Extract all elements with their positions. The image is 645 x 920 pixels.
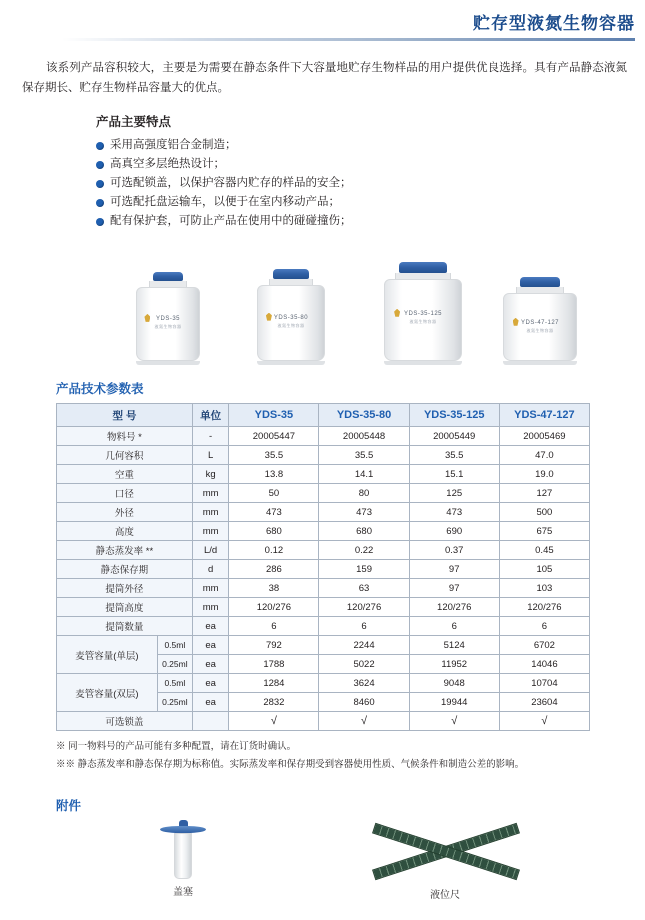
row-name: 外径: [57, 503, 193, 522]
row-unit: ea: [192, 617, 228, 636]
row-name: 提筒外径: [57, 579, 193, 598]
cell-value: 6: [499, 617, 589, 636]
table-row: [57, 560, 590, 579]
cell-value: 0.45: [499, 541, 589, 560]
feature-item: [96, 174, 645, 193]
feature-item: [96, 212, 645, 231]
row-unit: kg: [192, 465, 228, 484]
cell-value: 19.0: [499, 465, 589, 484]
header-yds-35-80: YDS-35-80: [319, 404, 409, 427]
row-unit: mm: [192, 522, 228, 541]
cell-value: 11952: [409, 655, 499, 674]
features-title: 产品主要特点: [96, 115, 172, 129]
cell-value: 20005469: [499, 427, 589, 446]
ruler-icon: [370, 820, 520, 882]
row-subunit: 0.25ml: [157, 655, 192, 674]
cell-value: 500: [499, 503, 589, 522]
cell-value: 120/276: [229, 598, 319, 617]
table-row: [57, 636, 590, 655]
cell-value: 159: [319, 560, 409, 579]
tank-label: YDS-35 液氮生物容器: [154, 316, 182, 330]
note-line: ※※ 静态蒸发率和静态保存期为标称值。实际蒸发率和保存期受到容器使用性质、气候条件和制造公差的影响。: [56, 759, 525, 770]
cell-value: 97: [409, 579, 499, 598]
tank-base: [136, 361, 200, 365]
product-image-yds-35-80: [248, 269, 334, 365]
cell-value: 473: [229, 503, 319, 522]
feature-label: 高真空多层绝热设计；: [110, 158, 225, 170]
header-divider: [62, 38, 635, 41]
row-name: 空重: [57, 465, 193, 484]
plug-icon: [160, 820, 206, 879]
row-name: 静态蒸发率 **: [57, 541, 193, 560]
cell-value: 35.5: [229, 446, 319, 465]
table-row: [57, 427, 590, 446]
cell-value: 0.37: [409, 541, 499, 560]
lid-icon: [399, 262, 447, 273]
cell-value: 14.1: [319, 465, 409, 484]
bullet-icon: [96, 199, 104, 207]
row-unit: -: [192, 427, 228, 446]
cell-value: √: [499, 712, 589, 731]
table-row: [57, 503, 590, 522]
cell-value: 6: [319, 617, 409, 636]
feature-item: [96, 193, 645, 212]
intro-paragraph: 该系列产品容积较大，主要是为需要在静态条件下大容量地贮存生物样品的用户提供优良选择。具有产品静态液氮保存期长、贮存生物样品容量大的优点。: [22, 62, 627, 94]
cell-value: 2832: [229, 693, 319, 712]
accessories-title: 附件: [56, 799, 82, 813]
row-unit: [192, 712, 228, 731]
spec-table: [56, 403, 590, 731]
row-name: 口径: [57, 484, 193, 503]
bullet-icon: [96, 180, 104, 188]
row-unit: ea: [192, 636, 228, 655]
feature-label: 采用高强度铝合金制造；: [110, 139, 237, 151]
tank-label: YDS-35-125 液氮生物容器: [403, 311, 443, 325]
header-yds-47-127: YDS-47-127: [499, 404, 589, 427]
row-unit: ea: [192, 674, 228, 693]
tank-body: [384, 279, 462, 361]
table-row: [57, 674, 590, 693]
cell-value: 5022: [319, 655, 409, 674]
row-name: 几何容积: [57, 446, 193, 465]
row-name-double-layer: 麦管容量(双层): [57, 674, 158, 712]
cell-value: √: [229, 712, 319, 731]
cell-value: 120/276: [409, 598, 499, 617]
cell-value: 19944: [409, 693, 499, 712]
cell-value: 0.22: [319, 541, 409, 560]
feature-label: 可选配锁盖，以保护容器内贮存的样品的安全；: [110, 177, 352, 189]
cell-value: 13.8: [229, 465, 319, 484]
tank-label: YDS-35-80 液氮生物容器: [273, 315, 309, 329]
cell-value: 47.0: [499, 446, 589, 465]
cell-value: 473: [319, 503, 409, 522]
accessory-plug: [160, 820, 206, 898]
product-image-yds-35-125: [375, 262, 471, 365]
accessory-caption: 液位尺: [430, 890, 460, 901]
tank-body: [136, 287, 200, 361]
tank-body: [503, 293, 577, 361]
cell-value: 63: [319, 579, 409, 598]
row-unit: ea: [192, 693, 228, 712]
page-header: [0, 0, 645, 52]
row-unit: mm: [192, 484, 228, 503]
cell-value: 23604: [499, 693, 589, 712]
cell-value: 120/276: [499, 598, 589, 617]
row-unit: L: [192, 446, 228, 465]
product-image-yds-35: [128, 272, 208, 365]
cell-value: 8460: [319, 693, 409, 712]
cell-value: 127: [499, 484, 589, 503]
cell-value: 10704: [499, 674, 589, 693]
cell-value: 105: [499, 560, 589, 579]
cell-value: 1788: [229, 655, 319, 674]
tank-label: YDS-47-127 液氮生物容器: [520, 320, 560, 334]
table-row: [57, 446, 590, 465]
features-section: [96, 112, 645, 231]
header-yds-35: YDS-35: [229, 404, 319, 427]
cell-value: 97: [409, 560, 499, 579]
row-name-single-layer: 麦管容量(单层): [57, 636, 158, 674]
feature-item: [96, 136, 645, 155]
row-unit: mm: [192, 598, 228, 617]
cell-value: 9048: [409, 674, 499, 693]
cell-value: √: [409, 712, 499, 731]
cell-value: 15.1: [409, 465, 499, 484]
lid-icon: [153, 272, 183, 281]
cell-value: 6: [229, 617, 319, 636]
bullet-icon: [96, 161, 104, 169]
row-subunit: 0.5ml: [157, 674, 192, 693]
row-subunit: 0.25ml: [157, 693, 192, 712]
table-header-row: [57, 404, 590, 427]
row-subunit: 0.5ml: [157, 636, 192, 655]
cell-value: 125: [409, 484, 499, 503]
cell-value: √: [319, 712, 409, 731]
bullet-icon: [96, 218, 104, 226]
row-name: 高度: [57, 522, 193, 541]
feature-item: [96, 155, 645, 174]
product-image-yds-47-127: [492, 277, 588, 365]
header-unit: 单位: [192, 404, 228, 427]
note-line: ※ 同一物料号的产品可能有多种配置，请在订货时确认。: [56, 741, 297, 752]
cell-value: 792: [229, 636, 319, 655]
header-yds-35-125: YDS-35-125: [409, 404, 499, 427]
row-name: 提筒数量: [57, 617, 193, 636]
cell-value: 35.5: [319, 446, 409, 465]
cell-value: 20005447: [229, 427, 319, 446]
row-unit: ea: [192, 655, 228, 674]
cell-value: 103: [499, 579, 589, 598]
row-unit: d: [192, 560, 228, 579]
tank-base: [503, 361, 577, 365]
cell-value: 20005448: [319, 427, 409, 446]
feature-label: 配有保护套，可防止产品在使用中的碰碰撞伤；: [110, 215, 352, 227]
spec-section-title: 产品技术参数表: [56, 382, 144, 396]
lid-icon: [273, 269, 309, 279]
header-model: 型 号: [57, 404, 193, 427]
table-row: [57, 617, 590, 636]
cell-value: 3624: [319, 674, 409, 693]
row-name: 物料号 *: [57, 427, 193, 446]
tank-base: [257, 361, 325, 365]
product-image-row: [0, 245, 645, 365]
row-name: 静态保存期: [57, 560, 193, 579]
table-row: [57, 465, 590, 484]
bullet-icon: [96, 142, 104, 150]
page-title: 贮存型液氮生物容器: [473, 14, 635, 33]
accessories-row: [0, 820, 645, 920]
row-name: 提筒高度: [57, 598, 193, 617]
cell-value: 1284: [229, 674, 319, 693]
cell-value: 20005449: [409, 427, 499, 446]
cell-value: 680: [229, 522, 319, 541]
cell-value: 2244: [319, 636, 409, 655]
cell-value: 6: [409, 617, 499, 636]
table-row: [57, 712, 590, 731]
cell-value: 5124: [409, 636, 499, 655]
table-row: [57, 598, 590, 617]
cell-value: 286: [229, 560, 319, 579]
table-notes: [56, 738, 645, 774]
cell-value: 690: [409, 522, 499, 541]
row-unit: L/d: [192, 541, 228, 560]
accessory-caption: 盖塞: [173, 887, 193, 898]
table-row: [57, 579, 590, 598]
row-unit: mm: [192, 579, 228, 598]
feature-label: 可选配托盘运输车，以便于在室内移动产品；: [110, 196, 340, 208]
cell-value: 50: [229, 484, 319, 503]
cell-value: 473: [409, 503, 499, 522]
tank-body: [257, 285, 325, 361]
cell-value: 0.12: [229, 541, 319, 560]
cell-value: 35.5: [409, 446, 499, 465]
tank-base: [384, 361, 462, 365]
cell-value: 6702: [499, 636, 589, 655]
accessory-ruler: [370, 820, 520, 901]
table-row: [57, 484, 590, 503]
row-name: 可选锁盖: [57, 712, 193, 731]
table-row: [57, 522, 590, 541]
lid-icon: [520, 277, 560, 287]
cell-value: 680: [319, 522, 409, 541]
table-row: [57, 541, 590, 560]
cell-value: 14046: [499, 655, 589, 674]
cell-value: 38: [229, 579, 319, 598]
cell-value: 120/276: [319, 598, 409, 617]
cell-value: 675: [499, 522, 589, 541]
cell-value: 80: [319, 484, 409, 503]
row-unit: mm: [192, 503, 228, 522]
